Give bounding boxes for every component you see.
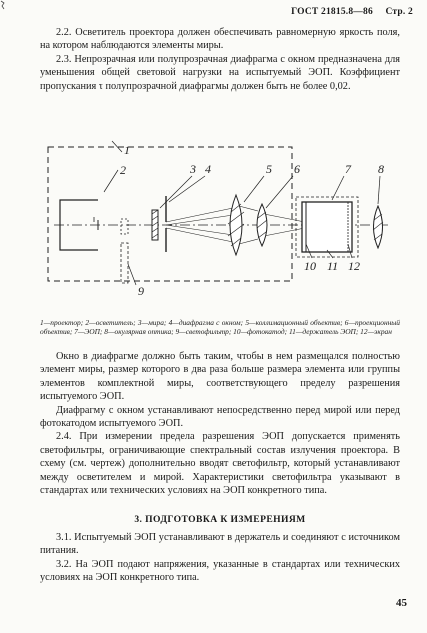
collimating-lens <box>230 195 242 255</box>
label-6: 6 <box>294 162 300 176</box>
label-1: 1 <box>124 143 130 157</box>
label-12: 12 <box>348 259 360 273</box>
image-tube <box>302 202 352 252</box>
label-7: 7 <box>345 162 351 176</box>
eyepiece <box>374 206 383 248</box>
paragraph: 2.3. Непрозрачная или полупрозрачная диафрагма с окном предназначена для уменьшения общей световой нагрузки на испытуемый ЭОП. Коэффициент пропускания τ полупрозрачной диафрагмы должен быть не более 0,02. <box>40 53 400 92</box>
label-10: 10 <box>304 259 316 273</box>
paragraph: 3.2. На ЭОП подают напряжения, указанные в стандартах или технических условиях на ЭОП конкретного типа. <box>40 558 400 584</box>
label-8: 8 <box>378 162 384 176</box>
running-header <box>291 7 413 17</box>
paragraph: 2.2. Осветитель проектора должен обеспечивать равномерную яркость поля, на котором наблюдаются элементы миры. <box>40 27 400 52</box>
label-3: 3 <box>190 162 196 176</box>
paragraphs-2-2-2-3 <box>40 26 400 93</box>
standard-number: ГОСТ 21815.8—86 <box>291 7 373 17</box>
projection-lens <box>257 204 267 246</box>
paragraphs-3-1-3-2 <box>40 531 400 585</box>
figure-caption: 1—проектор; 2—осветитель; 3—мира; 4—диафрагма с окном; 5—коллимационный объектив; 6—проекционный объектив; 7—ЭОП; 8—окулярная оптика; 9—светофильтр; 10—фотокатод; 11—держатель ЭОП; 12—экран <box>40 318 400 337</box>
label-9: 9 <box>138 284 144 298</box>
page-number: 45 <box>396 597 407 609</box>
label-5: 5 <box>266 162 272 176</box>
label-4: 4 <box>205 162 211 176</box>
label-11: 11 <box>327 259 339 273</box>
paragraph: Диафрагму с окном устанавливают непосредственно перед мирой или перед фотокатодом испытуемого ЭОП. <box>40 404 400 430</box>
paragraph: Окно в диафрагме должно быть таким, чтобы в нем размещался полностью элемент миры, размер которого в два раза больше размера элемента или группы элементов комплектной миры, соответствующего пределу разрешения испытуемого ЭОП. <box>40 351 400 403</box>
projector-box <box>48 147 292 281</box>
page-label: Стр. 2 <box>385 7 413 17</box>
paragraphs-window-2-4 <box>40 350 400 497</box>
optical-scheme-diagram <box>40 140 400 320</box>
label-2: 2 <box>120 163 126 177</box>
light-filter <box>121 219 128 234</box>
paragraph: 2.4. При измерении предела разрешения ЭОП допускается применять светофильтры, ограничивающие спектральный состав излучения проектора. В схему (см. чертеж) дополнительно вводят светофильтр, который устанавливают между осветителем и мирой. Характеристики светофильтра указывают в стандартах или технических условиях на ЭОП конкретного типа. <box>40 431 400 497</box>
paragraph: 3.1. Испытуемый ЭОП устанавливают в держатель и соединяют с источником питания. <box>40 532 400 557</box>
corner-mark <box>0 0 6 10</box>
section-title: 3. ПОДГОТОВКА К ИЗМЕРЕНИЯМ <box>134 514 306 525</box>
